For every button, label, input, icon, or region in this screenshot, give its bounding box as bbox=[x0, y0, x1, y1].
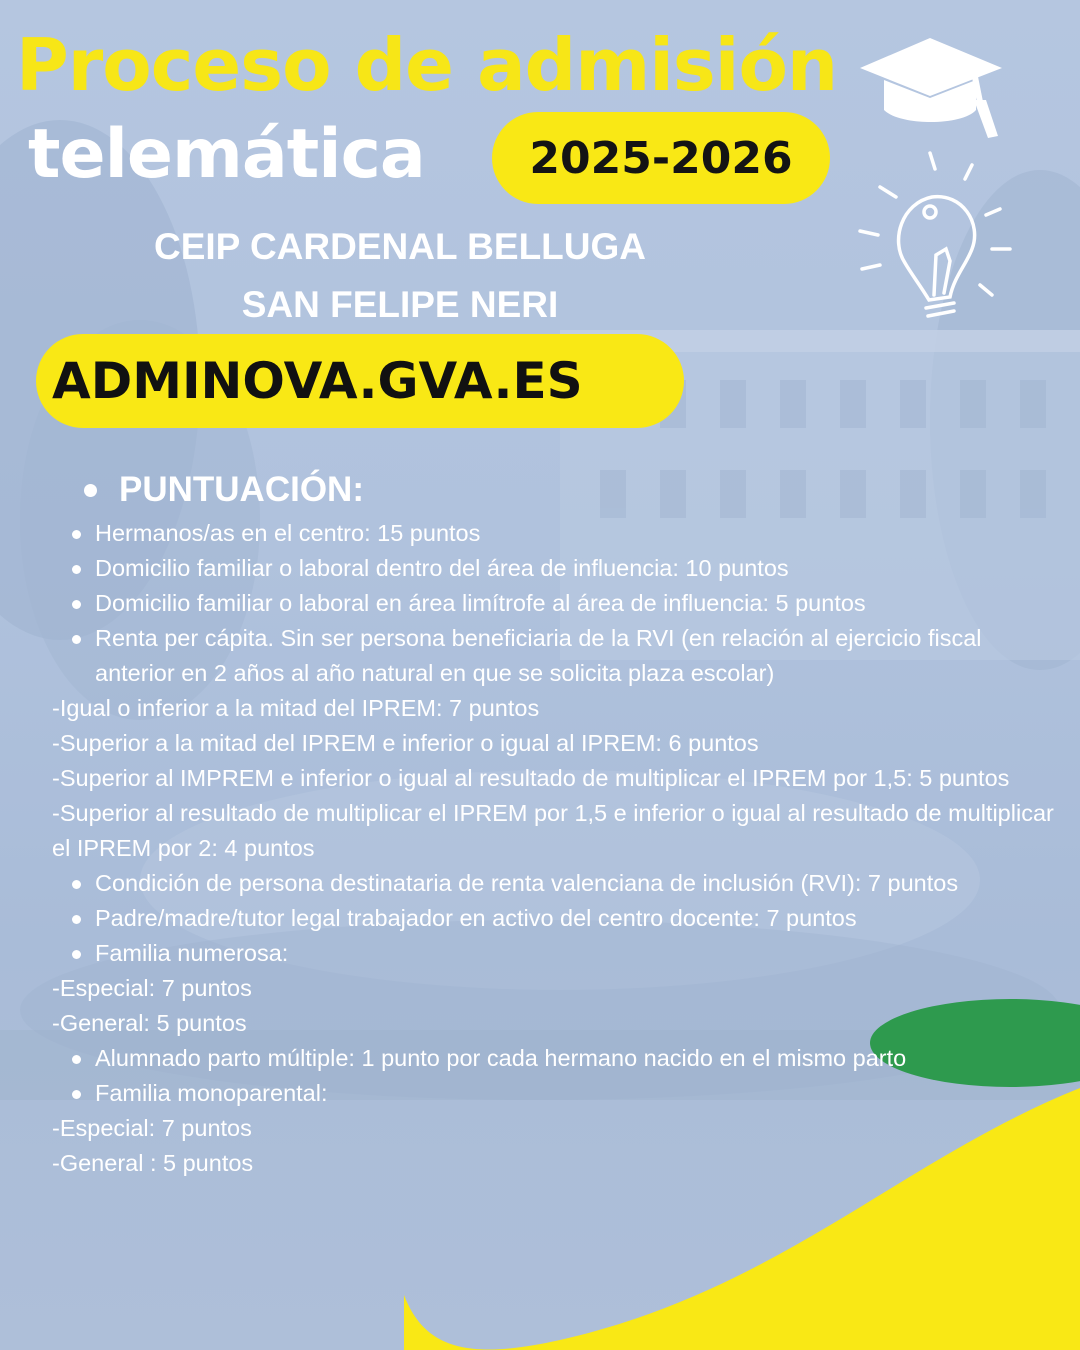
title-line-2: telemática bbox=[28, 115, 425, 194]
school-subtitle: SAN FELIPE NERI bbox=[241, 284, 559, 325]
scoring-item: Domicilio familiar o laboral en área limítrofe al área de influencia: 5 puntos bbox=[0, 586, 1080, 621]
scoring-item: Familia numerosa: bbox=[0, 936, 1080, 971]
scoring-list bbox=[0, 516, 1080, 1181]
scoring-item: Alumnado parto múltiple: 1 punto por cada hermano nacido en el mismo parto bbox=[0, 1041, 1080, 1076]
lightbulb-icon bbox=[850, 145, 1020, 325]
scoring-item: Domicilio familiar o laboral dentro del área de influencia: 10 puntos bbox=[0, 551, 1080, 586]
scoring-subitem: -Igual o inferior a la mitad del IPREM: 7 puntos bbox=[52, 695, 540, 721]
bullet-icon bbox=[84, 484, 97, 497]
scoring-subitem: -Superior al resultado de multiplicar el IPREM por 1,5 e inferior o igual al resultado de multiplicar el IPREM por 2: 4 puntos bbox=[52, 800, 1054, 861]
scoring-heading-text: PUNTUACIÓN: bbox=[119, 470, 364, 509]
scoring-subitem: -Especial: 7 puntos bbox=[52, 975, 252, 1001]
scoring-subitem: -Superior a la mitad del IPREM e inferior o igual al IPREM: 6 puntos bbox=[52, 730, 759, 756]
year-badge: 2025-2026 bbox=[492, 112, 830, 204]
school-name: CEIP CARDENAL BELLUGA bbox=[153, 226, 646, 267]
graduation-cap-icon bbox=[850, 30, 1010, 145]
scoring-subitem: -Especial: 7 puntos bbox=[52, 1115, 252, 1141]
scoring-item: Hermanos/as en el centro: 15 puntos bbox=[0, 516, 1080, 551]
scoring-heading bbox=[84, 466, 364, 514]
title-line-1: Proceso de admisión bbox=[16, 23, 838, 107]
scoring-subitem: -Superior al IMPREM e inferior o igual al resultado de multiplicar el IPREM por 1,5: 5 puntos bbox=[52, 765, 1010, 791]
scoring-item: Renta per cápita. Sin ser persona beneficiaria de la RVI (en relación al ejercicio fiscal anterior en 2 años al año natural en que se solicita plaza escolar) bbox=[0, 621, 1080, 691]
scoring-subitem: -General : 5 puntos bbox=[52, 1150, 254, 1176]
scoring-item: Condición de persona destinataria de renta valenciana de inclusión (RVI): 7 puntos bbox=[0, 866, 1080, 901]
scoring-item: Familia monoparental: bbox=[0, 1076, 1080, 1111]
scoring-item: Padre/madre/tutor legal trabajador en activo del centro docente: 7 puntos bbox=[0, 901, 1080, 936]
scoring-subitem: -General: 5 puntos bbox=[52, 1010, 247, 1036]
website-badge: ADMINOVA.GVA.ES bbox=[36, 334, 684, 428]
